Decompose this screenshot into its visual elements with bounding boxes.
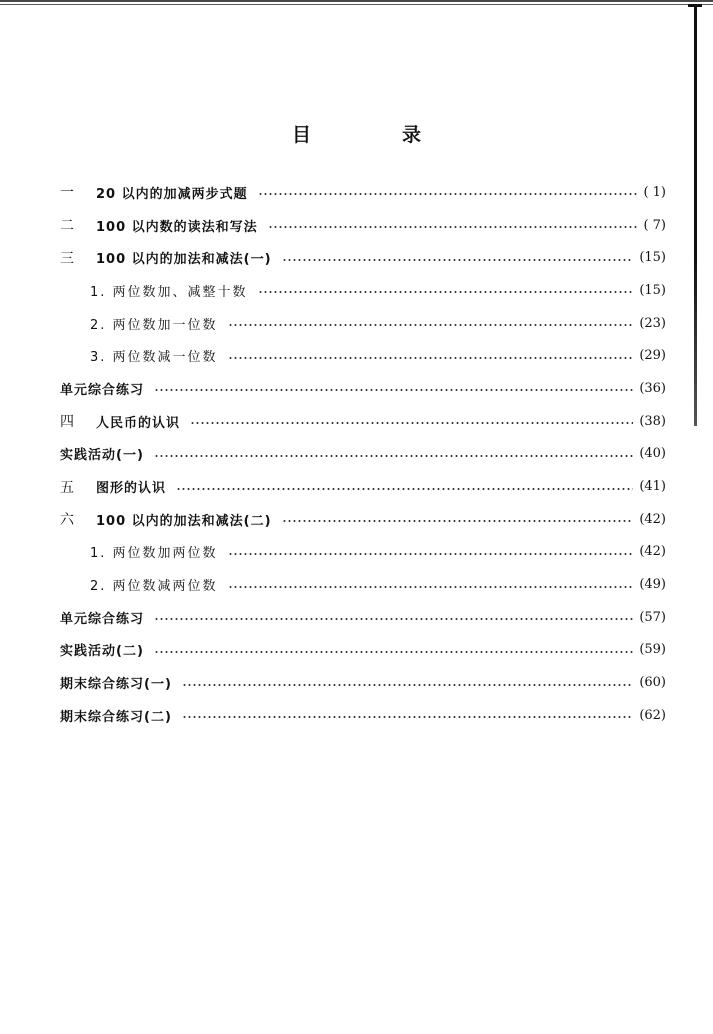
toc-entry-page: (38)	[639, 413, 666, 429]
toc-entry-label: 20 以内的加减两步式题	[96, 186, 248, 202]
toc-entry-page: (23)	[639, 315, 666, 331]
toc-entry-page: ( 1)	[643, 184, 666, 200]
toc-entry[interactable]	[60, 634, 666, 667]
dot-leader	[268, 226, 638, 228]
toc-entry-page: ( 7)	[643, 217, 666, 233]
toc-entry-number: 六	[60, 512, 74, 529]
toc-entry-label: 单元综合练习	[60, 611, 145, 627]
toc-entry-label: 2. 两位数减两位数	[90, 579, 218, 595]
toc-entry-label: 图形的认识	[96, 481, 167, 497]
scan-edge-right	[694, 6, 697, 426]
dot-leader	[182, 716, 633, 718]
toc-entry[interactable]	[60, 601, 666, 634]
toc-entry[interactable]	[60, 209, 666, 242]
dot-leader	[258, 291, 634, 293]
toc-entry-label: 实践活动(二)	[60, 644, 144, 660]
toc-entry-label: 人民币的认识	[96, 415, 181, 431]
toc-entry-number: 一	[60, 185, 74, 202]
toc-entry-label: 实践活动(一)	[60, 448, 144, 464]
toc-entry-label: 100 以内的加法和减法(二)	[96, 513, 272, 529]
dot-leader	[154, 455, 633, 457]
toc-entry-label: 期末综合练习(一)	[60, 677, 172, 693]
toc-entry-page: (59)	[639, 642, 666, 658]
toc-entry-label: 1. 两位数加、减整十数	[90, 284, 248, 300]
toc-entry-page: (29)	[639, 348, 666, 364]
toc-entry-page: (57)	[639, 609, 666, 625]
toc-entry-label: 100 以内数的读法和写法	[96, 219, 258, 235]
toc-entry[interactable]	[60, 536, 666, 569]
toc-entry-page: (15)	[639, 250, 666, 266]
dot-leader	[282, 259, 634, 261]
toc-entry[interactable]	[60, 274, 666, 307]
toc-entry-page: (42)	[639, 511, 666, 527]
toc-entry[interactable]	[60, 405, 666, 438]
toc-entry[interactable]	[60, 339, 666, 372]
dot-leader	[176, 488, 633, 490]
dot-leader	[228, 553, 634, 555]
toc-entry-page: (49)	[639, 577, 666, 593]
dot-leader	[258, 193, 638, 195]
toc-entry[interactable]	[60, 241, 666, 274]
toc-entry-number: 二	[60, 218, 74, 235]
toc-entry-page: (60)	[639, 675, 666, 691]
toc-entry-label: 3. 两位数减一位数	[90, 350, 218, 366]
toc-entry[interactable]	[60, 176, 666, 209]
toc-entry[interactable]	[60, 503, 666, 536]
toc-entry-label: 1. 两位数加两位数	[90, 546, 218, 562]
toc-entry[interactable]	[60, 307, 666, 340]
toc-entry-number: 五	[60, 479, 74, 496]
toc-entry-label: 单元综合练习	[60, 382, 145, 398]
table-of-contents	[60, 176, 666, 732]
toc-entry-page: (15)	[639, 282, 666, 298]
toc-entry[interactable]	[60, 470, 666, 503]
toc-entry[interactable]	[60, 438, 666, 471]
dot-leader	[154, 389, 633, 391]
toc-entry-label: 期末综合练习(二)	[60, 709, 172, 725]
toc-entry-number: 三	[60, 250, 74, 267]
scan-edge-top	[0, 0, 713, 7]
dot-leader	[228, 586, 634, 588]
toc-entry[interactable]	[60, 666, 666, 699]
toc-entry-page: (40)	[639, 446, 666, 462]
toc-entry-page: (41)	[639, 479, 666, 495]
dot-leader	[228, 324, 634, 326]
page-title: 目 录	[291, 124, 457, 146]
dot-leader	[154, 651, 633, 653]
toc-entry-label: 2. 两位数加一位数	[90, 317, 218, 333]
toc-entry[interactable]	[60, 568, 666, 601]
toc-entry[interactable]	[60, 372, 666, 405]
toc-entry[interactable]	[60, 699, 666, 732]
dot-leader	[190, 422, 633, 424]
dot-leader	[228, 357, 634, 359]
toc-entry-number: 四	[60, 414, 74, 431]
toc-entry-label: 100 以内的加法和减法(一)	[96, 252, 272, 268]
dot-leader	[154, 618, 633, 620]
dot-leader	[282, 520, 634, 522]
toc-entry-page: (42)	[639, 544, 666, 560]
toc-entry-page: (36)	[639, 380, 666, 396]
toc-entry-page: (62)	[639, 707, 666, 723]
dot-leader	[182, 684, 633, 686]
